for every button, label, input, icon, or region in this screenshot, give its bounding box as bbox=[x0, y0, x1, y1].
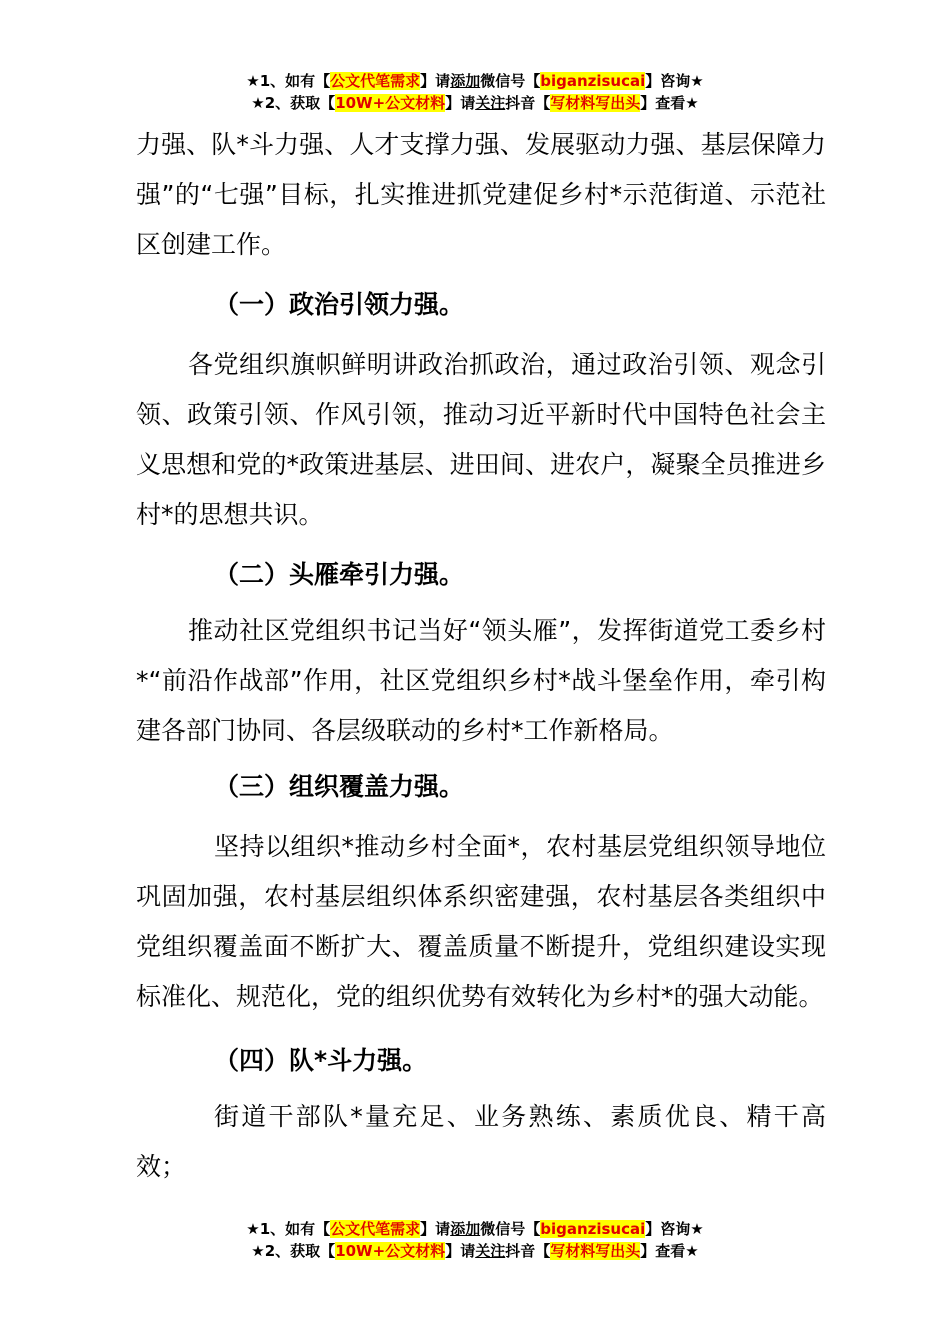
bottom-banner bbox=[0, 1218, 950, 1262]
bottom-banner-line-2 bbox=[0, 1240, 950, 1262]
banner-text: 】查看★ bbox=[640, 94, 699, 112]
top-banner-line-2 bbox=[0, 92, 950, 114]
document-body bbox=[136, 120, 826, 1192]
banner-text: 】请 bbox=[420, 72, 451, 90]
banner-wechat-id: biganzisucai bbox=[540, 1220, 646, 1238]
banner-underlined: 添加 bbox=[450, 72, 481, 90]
banner-text: ★2、获取【 bbox=[251, 1242, 336, 1260]
paragraph-1: 各党组织旗帜鲜明讲政治抓政治，通过政治引领、观念引领、政策引领、作风引领，推动习近平新时代中国特色社会主义思想和党的*政策进基层、进田间、进农户，凝聚全员推进乡村*的思想共识。 bbox=[136, 350, 826, 529]
paragraph-4: 街道干部队*量充足、业务熟练、素质优良、精干高效； bbox=[136, 1102, 826, 1181]
banner-highlight: 10W+公文材料 bbox=[335, 94, 446, 112]
banner-text: ★2、获取【 bbox=[251, 94, 336, 112]
banner-wechat-id: biganzisucai bbox=[540, 72, 646, 90]
banner-highlight: 10W+公文材料 bbox=[335, 1242, 446, 1260]
banner-text: 微信号【 bbox=[480, 72, 541, 90]
paragraph-2: 推动社区党组织书记当好“领头雁”，发挥街道党工委乡村*“前沿作战部”作用，社区党组织乡村*战斗堡垒作用，牵引构建各部门协同、各层级联动的乡村*工作新格局。 bbox=[136, 616, 826, 745]
banner-text: 抖音【 bbox=[505, 94, 551, 112]
banner-text: 】请 bbox=[420, 1220, 451, 1238]
paragraph-3: 坚持以组织*推动乡村全面*，农村基层党组织领导地位巩固加强，农村基层组织体系织密建强，农村基层各类组织中党组织覆盖面不断扩大、覆盖质量不断提升，党组织建设实现标准化、规范化，党的组织优势有效转化为乡村*的强大动能。 bbox=[136, 832, 826, 1011]
section-heading-3: （三）组织覆盖力强。 bbox=[214, 772, 465, 801]
section-heading-2: （二）头雁牵引力强。 bbox=[214, 560, 465, 589]
banner-text: ★1、如有【 bbox=[246, 1220, 331, 1238]
banner-underlined: 关注 bbox=[475, 94, 506, 112]
banner-text: 】请 bbox=[445, 1242, 476, 1260]
banner-underlined: 关注 bbox=[475, 1242, 506, 1260]
banner-underlined: 添加 bbox=[450, 1220, 481, 1238]
banner-highlight: 公文代笔需求 bbox=[330, 72, 421, 90]
banner-text: 】咨询★ bbox=[645, 72, 704, 90]
banner-douyin-name: 写材料写出头 bbox=[550, 94, 641, 112]
banner-highlight: 公文代笔需求 bbox=[330, 1220, 421, 1238]
intro-paragraph: 力强、队*斗力强、人才支撑力强、发展驱动力强、基层保障力强”的“七强”目标，扎实推进抓党建促乡村*示范街道、示范社区创建工作。 bbox=[136, 130, 826, 259]
banner-text: 】查看★ bbox=[640, 1242, 699, 1260]
section-heading-4: （四）队*斗力强。 bbox=[214, 1046, 428, 1075]
banner-text: 】请 bbox=[445, 94, 476, 112]
banner-text: ★1、如有【 bbox=[246, 72, 331, 90]
banner-text: 抖音【 bbox=[505, 1242, 551, 1260]
banner-douyin-name: 写材料写出头 bbox=[550, 1242, 641, 1260]
top-banner bbox=[0, 70, 950, 114]
banner-text: 】咨询★ bbox=[645, 1220, 704, 1238]
top-banner-line-1 bbox=[0, 70, 950, 92]
section-heading-1: （一）政治引领力强。 bbox=[214, 290, 465, 319]
bottom-banner-line-1 bbox=[0, 1218, 950, 1240]
banner-text: 微信号【 bbox=[480, 1220, 541, 1238]
